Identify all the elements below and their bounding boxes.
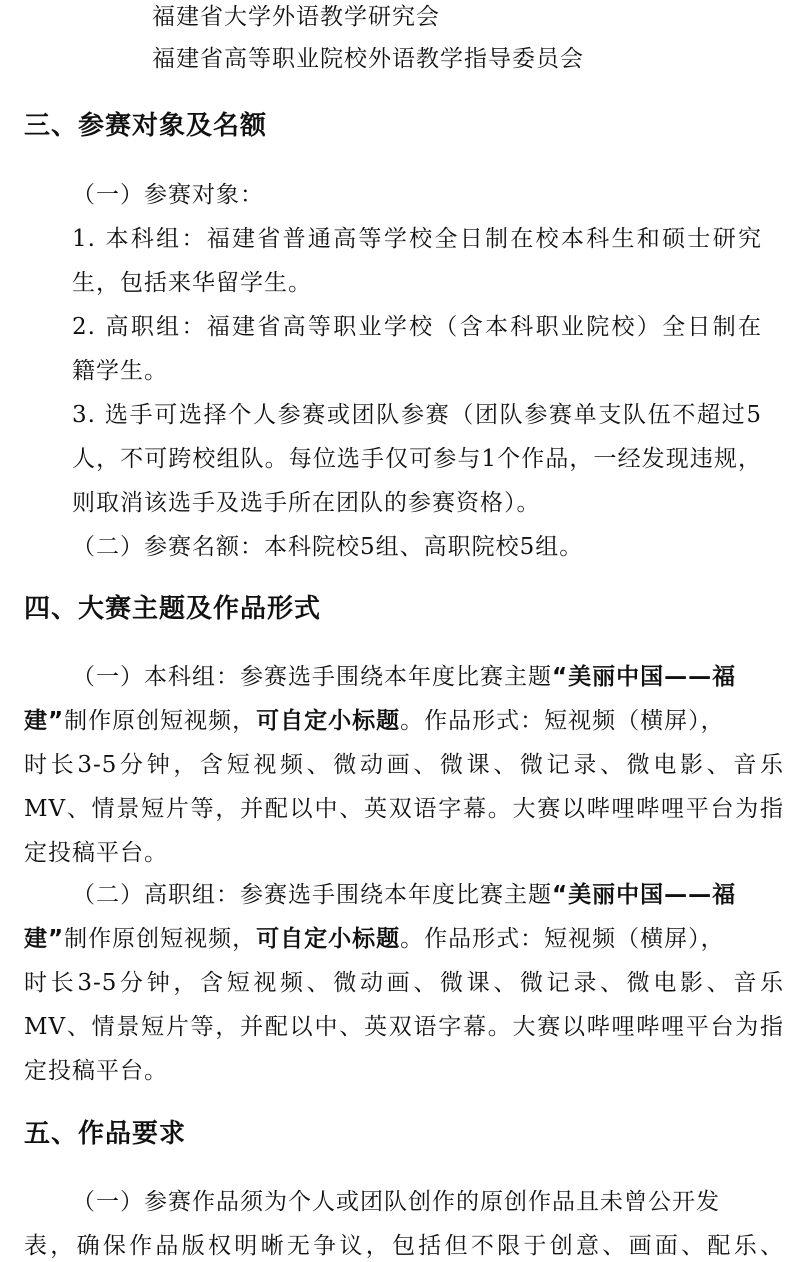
section-4-a-line-2-end: 。作品形式：短视频（横屏），: [400, 708, 725, 734]
section-5-paragraph-1-line-2: 表，确保作品版权明晰无争议，包括但不限于创意、画面、配乐、: [24, 1233, 784, 1259]
section-3-paragraph-2: （二）参赛名额：本科院校5组、高职院校5组。: [72, 534, 584, 560]
section-3-item-3-line-1: 3. 选手可选择个人参赛或团队参赛（团队参赛单支队伍不超过5: [72, 402, 762, 428]
section-4-b-line-2-end: 。作品形式：短视频（横屏），: [400, 926, 725, 952]
section-4-a-line-1: [72, 662, 736, 692]
section-4-a-line-2: [24, 706, 725, 736]
section-3-item-3-line-3: 则取消该选手及选手所在团队的参赛资格）。: [72, 490, 541, 516]
organizer-line-1: 福建省大学外语教学研究会: [152, 4, 440, 30]
section-3-item-3-line-2: 人，不可跨校组队。每位选手仅可参与1个作品，一经发现违规，: [72, 446, 762, 472]
section-3-item-1-line-2: 生，包括来华留学生。: [72, 270, 312, 296]
section-4-b-subtitle-note: 可自定小标题: [256, 926, 401, 952]
section-4-a-theme-end: 建”: [24, 708, 65, 734]
section-4-b-line-4: MV、情景短片等，并配以中、英双语字幕。大赛以哔哩哔哩平台为指: [24, 1014, 784, 1040]
section-4-a-line-4: MV、情景短片等，并配以中、英双语字幕。大赛以哔哩哔哩平台为指: [24, 796, 784, 822]
section-4-b-line-2-middle: 制作原创短视频，: [64, 926, 257, 952]
section-4-a-line-2-middle: 制作原创短视频，: [64, 708, 257, 734]
section-5-paragraph-1-line-1: （一）参赛作品须为个人或团队创作的原创作品且未曾公开发: [72, 1189, 720, 1215]
section-3-item-2-line-2: 籍学生。: [72, 358, 168, 384]
section-3-item-2-line-1: 2. 高职组：福建省高等职业学校（含本科职业院校）全日制在: [72, 314, 762, 340]
section-4-a-line-3: 时长3-5分钟，含短视频、微动画、微课、微记录、微电影、音乐: [24, 752, 784, 778]
section-4-b-theme-end: 建”: [24, 926, 65, 952]
section-4-b-line-5: 定投稿平台。: [24, 1058, 168, 1084]
section-5-title: 五、作品要求: [24, 1119, 187, 1149]
section-4-a-subtitle-note: 可自定小标题: [256, 708, 401, 734]
section-3-paragraph-1: （一）参赛对象：: [72, 182, 264, 208]
organizer-line-2: 福建省高等职业院校外语教学指导委员会: [152, 46, 584, 72]
section-4-b-line-3: 时长3-5分钟，含短视频、微动画、微课、微记录、微电影、音乐: [24, 970, 784, 996]
section-4-b-line-1-text: （二）高职组：参赛选手围绕本年度比赛主题: [72, 882, 552, 908]
section-4-b-line-2: [24, 924, 725, 954]
section-4-b-line-1: [72, 880, 736, 910]
section-3-title: 三、参赛对象及名额: [24, 111, 268, 141]
section-3-item-1-line-1: 1. 本科组：福建省普通高等学校全日制在校本科生和硕士研究: [72, 226, 762, 252]
section-4-a-line-1-text: （一）本科组：参赛选手围绕本年度比赛主题: [72, 664, 552, 690]
section-4-b-theme-start: “美丽中国——福: [552, 882, 737, 908]
section-4-a-theme-start: “美丽中国——福: [552, 664, 737, 690]
section-4-a-line-5: 定投稿平台。: [24, 840, 168, 866]
section-4-title: 四、大赛主题及作品形式: [24, 594, 322, 624]
